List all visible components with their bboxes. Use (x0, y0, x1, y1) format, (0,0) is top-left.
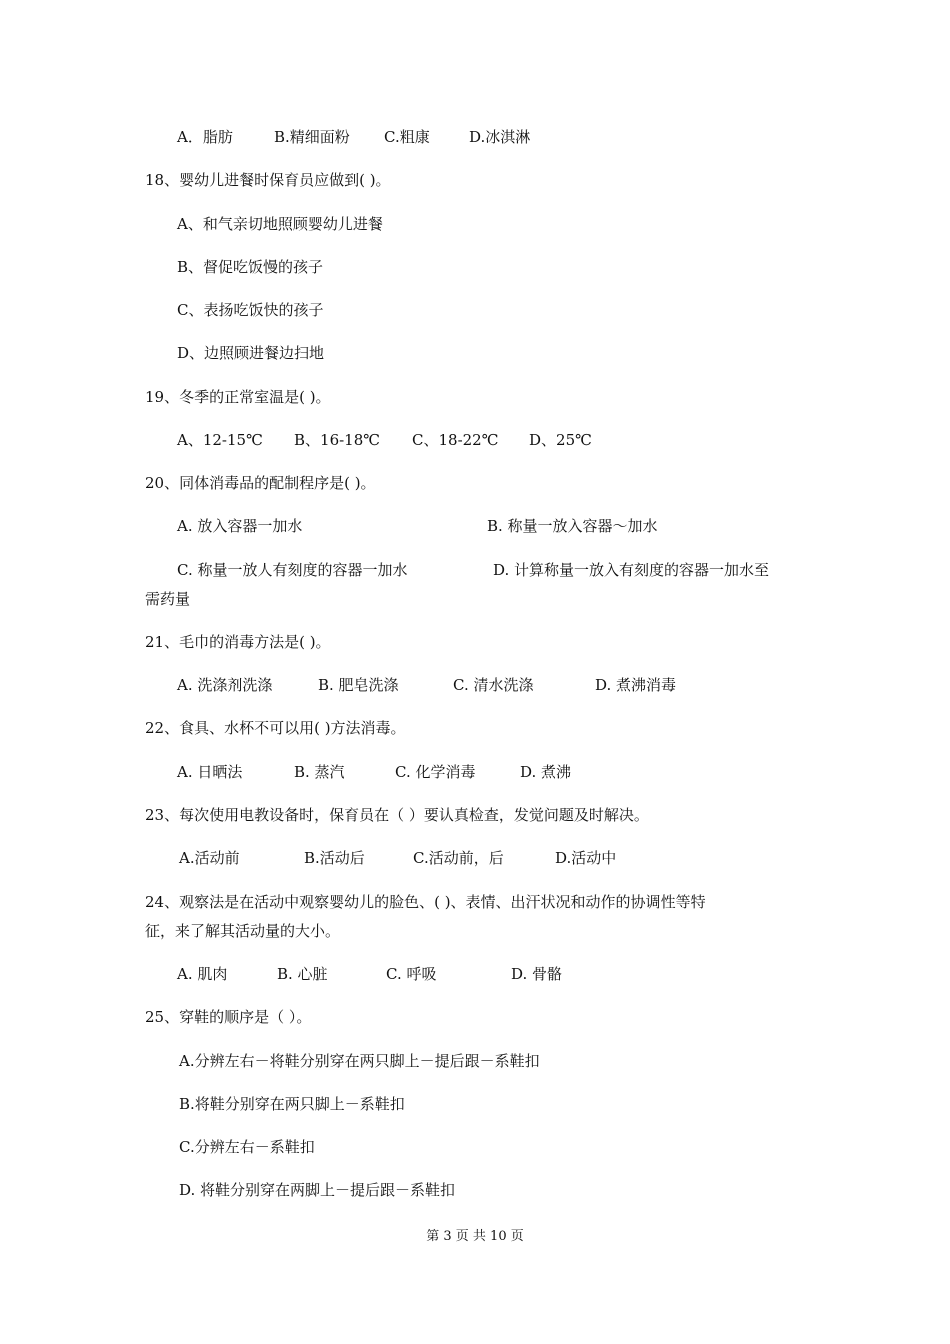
q23-option-c: C.活动前，后 (413, 849, 504, 867)
q21-option-c: C. 清水洗涤 (453, 676, 534, 694)
q24-question: 24、观察法是在活动中观察婴幼儿的脸色、( )、表情、出汗状况和动作的协调性等特 (145, 893, 706, 911)
page-number-footer: 第 3 页 共 10 页 (426, 1229, 524, 1244)
q20-question: 20、同体消毒品的配制程序是( )。 (145, 474, 376, 492)
q21-option-b: B. 肥皂洗涤 (318, 676, 399, 694)
q17-option-b: B.精细面粉 (274, 128, 350, 146)
q23-option-b: B.活动后 (304, 849, 365, 867)
q20-option-b: B. 称量一放入容器～加水 (487, 517, 658, 535)
q19-question: 19、冬季的正常室温是( )。 (145, 388, 331, 406)
q24-option-d: D. 骨骼 (511, 965, 563, 983)
q23-question: 23、每次使用电教设备时，保育员在（ ）要认真检查，发觉问题及时解决。 (145, 806, 649, 824)
q18-option-c: C、表扬吃饭快的孩子 (177, 301, 324, 319)
q24-option-a: A. 肌肉 (177, 965, 228, 983)
q25-option-d: D. 将鞋分别穿在两脚上－提后跟－系鞋扣 (179, 1181, 456, 1199)
q20-option-c: C. 称量一放人有刻度的容器一加水 (177, 561, 408, 579)
q25-option-b: B.将鞋分别穿在两只脚上－系鞋扣 (179, 1095, 405, 1113)
q20-option-a: A. 放入容器一加水 (177, 517, 303, 535)
q19-option-d: D、25℃ (529, 431, 592, 449)
q19-option-c: C、18-22℃ (412, 431, 499, 449)
q22-option-d: D. 煮沸 (520, 763, 572, 781)
q20-option-d-continuation: 需药量 (145, 590, 191, 608)
q20-option-d: D. 计算称量一放入有刻度的容器一加水至 (493, 561, 770, 579)
q22-option-b: B. 蒸汽 (294, 763, 345, 781)
q19-option-b: B、16-18℃ (294, 431, 381, 449)
q23-option-a: A.活动前 (179, 849, 240, 867)
q18-question: 18、婴幼儿进餐时保育员应做到( )。 (145, 171, 391, 189)
q17-option-c: C.粗康 (384, 128, 430, 146)
q25-option-a: A.分辨左右－将鞋分别穿在两只脚上－提后跟－系鞋扣 (179, 1052, 540, 1070)
q22-option-c: C. 化学消毒 (395, 763, 476, 781)
q24-option-c: C. 呼吸 (386, 965, 437, 983)
q18-option-b: B、督促吃饭慢的孩子 (177, 258, 324, 276)
q22-question: 22、食具、水杯不可以用( )方法消毒。 (145, 719, 406, 737)
q21-option-d: D. 煮沸消毒 (595, 676, 677, 694)
q24-option-b: B. 心脏 (277, 965, 328, 983)
q18-option-d: D、边照顾进餐边扫地 (177, 344, 325, 362)
q22-option-a: A. 日晒法 (177, 763, 243, 781)
q21-question: 21、毛巾的消毒方法是( )。 (145, 633, 331, 651)
q21-option-a: A. 洗涤剂洗涤 (177, 676, 273, 694)
q19-option-a: A、12-15℃ (177, 431, 263, 449)
q25-question: 25、穿鞋的顺序是（ ）。 (145, 1008, 312, 1026)
q25-option-c: C.分辨左右－系鞋扣 (179, 1138, 315, 1156)
q24-question-continuation: 征，来了解其活动量的大小。 (145, 922, 341, 940)
q17-option-a: A．脂肪 (177, 128, 233, 146)
q23-option-d: D.活动中 (555, 849, 617, 867)
q17-option-d: D.冰淇淋 (469, 128, 531, 146)
q18-option-a: A、和气亲切地照顾婴幼儿进餐 (177, 215, 383, 233)
